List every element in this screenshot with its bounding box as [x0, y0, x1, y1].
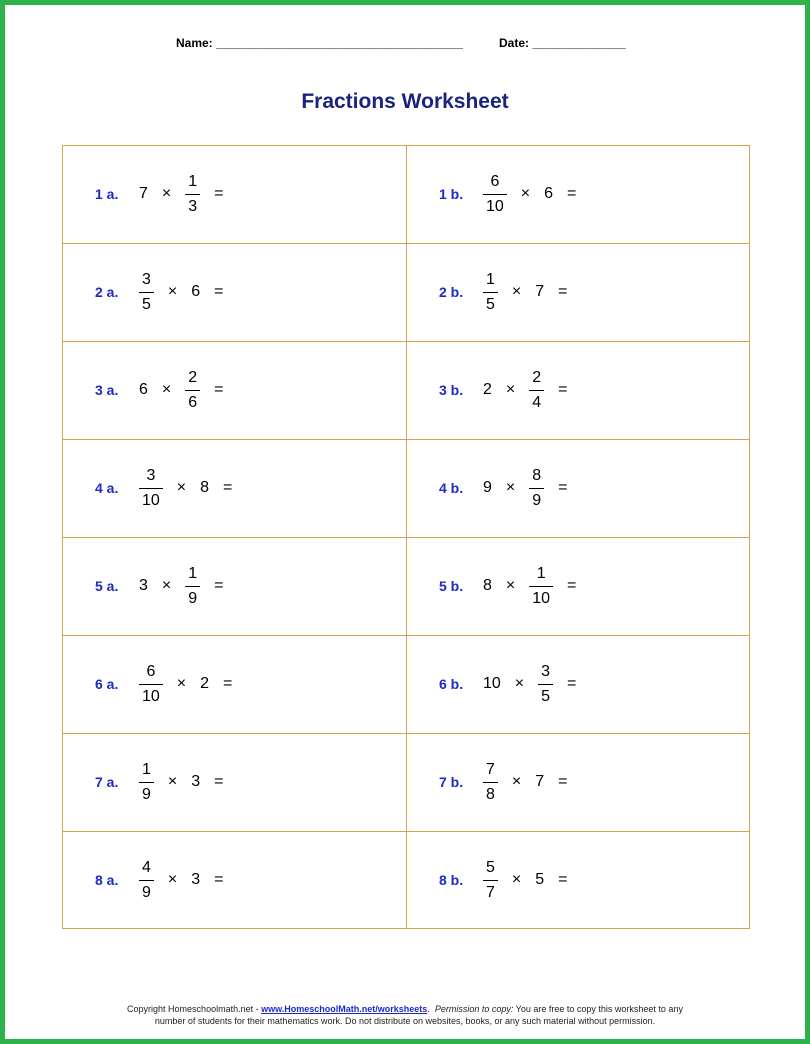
whole-number: 2: [200, 675, 210, 692]
fraction-bar: [483, 292, 498, 293]
whole-number: 5: [535, 871, 545, 888]
whole-number: 3: [191, 773, 201, 790]
fraction: [139, 270, 154, 315]
fraction: [529, 466, 544, 511]
fraction-bar: [538, 684, 553, 685]
problem-label: 5 b.: [439, 578, 464, 594]
fraction: [538, 662, 553, 707]
equals-sign: =: [558, 479, 568, 496]
name-field: Name: _____________________________________: [176, 36, 463, 50]
equals-sign: =: [214, 283, 224, 300]
times-sign: ×: [161, 577, 172, 594]
problem-cell: [439, 439, 582, 537]
problem-label: 5 a.: [95, 578, 119, 594]
problem-label: 6 a.: [95, 676, 119, 692]
numerator: 1: [486, 270, 495, 288]
whole-number: 8: [200, 479, 210, 496]
numerator: 2: [532, 368, 542, 386]
fraction-bar: [185, 586, 200, 587]
times-sign: ×: [167, 773, 178, 790]
whole-number: 3: [139, 577, 148, 594]
fraction-bar: [139, 782, 154, 783]
problem-label: 8 b.: [439, 872, 464, 888]
problem-cell: [95, 439, 246, 537]
equals-sign: =: [558, 283, 568, 300]
fraction: [483, 270, 498, 315]
date-field: Date: ______________: [499, 36, 626, 50]
whole-number: 7: [139, 185, 148, 202]
denominator: 4: [532, 393, 542, 411]
times-sign: ×: [161, 381, 172, 398]
denominator: 10: [142, 687, 160, 705]
fraction: [139, 858, 154, 903]
denominator: 9: [142, 883, 151, 901]
problem-cell: [439, 537, 590, 635]
fraction-bar: [483, 880, 498, 881]
footer-link[interactable]: www.HomeschoolMath.net/worksheets: [261, 1004, 428, 1014]
times-sign: ×: [505, 479, 516, 496]
numerator: 3: [142, 270, 151, 288]
fraction-bar: [139, 292, 154, 293]
problem-label: 4 a.: [95, 480, 119, 496]
whole-number: 3: [191, 871, 201, 888]
problem-label: 2 a.: [95, 284, 119, 300]
times-sign: ×: [505, 577, 516, 594]
footer-line2: number of students for their mathematics work. Do not distribute on websites, books, or any such material without permission.: [154, 1016, 656, 1026]
times-sign: ×: [511, 773, 522, 790]
times-sign: ×: [176, 675, 187, 692]
equals-sign: =: [567, 185, 577, 202]
denominator: 5: [486, 295, 495, 313]
fraction: [185, 172, 200, 217]
equals-sign: =: [558, 381, 568, 398]
times-sign: ×: [176, 479, 187, 496]
fraction-bar: [139, 684, 163, 685]
problem-label: 7 a.: [95, 774, 119, 790]
fraction-bar: [529, 390, 544, 391]
fraction: [483, 172, 507, 217]
denominator: 9: [532, 491, 542, 509]
times-sign: ×: [511, 283, 522, 300]
problem-label: 6 b.: [439, 676, 464, 692]
fraction: [529, 368, 544, 413]
numerator: 1: [536, 564, 546, 582]
equals-sign: =: [223, 675, 233, 692]
fraction: [139, 466, 163, 511]
times-sign: ×: [514, 675, 525, 692]
problem-cell: [439, 733, 582, 831]
footer: Copyright Homeschoolmath.net - www.HomeschoolMath.net/worksheets. Permission to copy: You are free to copy this worksheet to any number of students for their mathematics work. Do not distribute on websites, books, or any such material without permission.: [0, 1003, 810, 1027]
problem-cell: [439, 145, 590, 243]
times-sign: ×: [511, 871, 522, 888]
equals-sign: =: [558, 773, 568, 790]
problem-cell: [95, 635, 246, 733]
denominator: 5: [142, 295, 151, 313]
times-sign: ×: [161, 185, 172, 202]
times-sign: ×: [167, 871, 178, 888]
fraction-bar: [185, 390, 200, 391]
fraction: [139, 760, 154, 805]
fraction: [185, 564, 200, 609]
page-title: Fractions Worksheet: [301, 90, 509, 113]
footer-copyright: Copyright Homeschoolmath.net -: [127, 1004, 262, 1014]
fraction: [139, 662, 163, 707]
equals-sign: =: [214, 871, 224, 888]
equals-sign: =: [214, 381, 224, 398]
whole-number: 6: [191, 283, 201, 300]
whole-number: 7: [535, 283, 545, 300]
denominator: 10: [142, 491, 160, 509]
whole-number: 6: [544, 185, 554, 202]
equals-sign: =: [214, 185, 224, 202]
fraction: [483, 858, 498, 903]
whole-number: 2: [483, 381, 492, 398]
problem-label: 2 b.: [439, 284, 464, 300]
problem-cell: [439, 341, 582, 439]
denominator: 10: [532, 589, 551, 607]
numerator: 7: [486, 760, 495, 778]
problem-label: 3 a.: [95, 382, 119, 398]
numerator: 6: [490, 172, 500, 190]
footer-permission-label: Permission to copy:: [434, 1004, 514, 1014]
problem-label: 8 a.: [95, 872, 119, 888]
fraction-bar: [483, 782, 498, 783]
whole-number: 9: [483, 479, 492, 496]
denominator: 7: [486, 883, 495, 901]
denominator: 5: [541, 687, 551, 705]
equals-sign: =: [567, 675, 577, 692]
times-sign: ×: [520, 185, 531, 202]
times-sign: ×: [505, 381, 516, 398]
problem-cell: [95, 537, 238, 635]
problem-label: 1 a.: [95, 186, 119, 202]
numerator: 1: [142, 760, 151, 778]
denominator: 9: [188, 589, 198, 607]
fraction-bar: [483, 194, 507, 195]
equals-sign: =: [214, 577, 224, 594]
whole-number: 7: [535, 773, 545, 790]
problem-cell: [95, 341, 238, 439]
numerator: 8: [532, 466, 542, 484]
fraction: [529, 564, 553, 609]
problem-label: 7 b.: [439, 774, 464, 790]
denominator: 10: [486, 197, 504, 215]
equals-sign: =: [214, 773, 224, 790]
numerator: 6: [146, 662, 156, 680]
problem-cell: [95, 831, 238, 929]
whole-number: 10: [483, 675, 501, 692]
problem-label: 3 b.: [439, 382, 464, 398]
times-sign: ×: [167, 283, 178, 300]
problem-cell: [439, 243, 582, 341]
problem-cell: [95, 145, 238, 243]
numerator: 1: [188, 564, 198, 582]
fraction-bar: [185, 194, 200, 195]
fraction: [483, 760, 498, 805]
numerator: 1: [188, 172, 198, 190]
denominator: 6: [188, 393, 198, 411]
fraction-bar: [139, 488, 163, 489]
equals-sign: =: [223, 479, 233, 496]
denominator: 8: [486, 785, 495, 803]
numerator: 3: [541, 662, 551, 680]
problem-label: 1 b.: [439, 186, 464, 202]
problem-cell: [95, 243, 238, 341]
whole-number: 6: [139, 381, 148, 398]
denominator: 9: [142, 785, 151, 803]
numerator: 5: [486, 858, 495, 876]
problem-cell: [95, 733, 238, 831]
fraction-bar: [529, 586, 553, 587]
fraction: [185, 368, 200, 413]
fraction-bar: [529, 488, 544, 489]
whole-number: 8: [483, 577, 492, 594]
fraction-bar: [139, 880, 154, 881]
numerator: 4: [142, 858, 151, 876]
equals-sign: =: [567, 577, 577, 594]
numerator: 3: [146, 466, 156, 484]
footer-permission-text: You are free to copy this worksheet to any: [513, 1004, 683, 1014]
problem-label: 4 b.: [439, 480, 464, 496]
problem-cell: [439, 635, 590, 733]
denominator: 3: [188, 197, 198, 215]
equals-sign: =: [558, 871, 568, 888]
numerator: 2: [188, 368, 198, 386]
problem-cell: [439, 831, 582, 929]
